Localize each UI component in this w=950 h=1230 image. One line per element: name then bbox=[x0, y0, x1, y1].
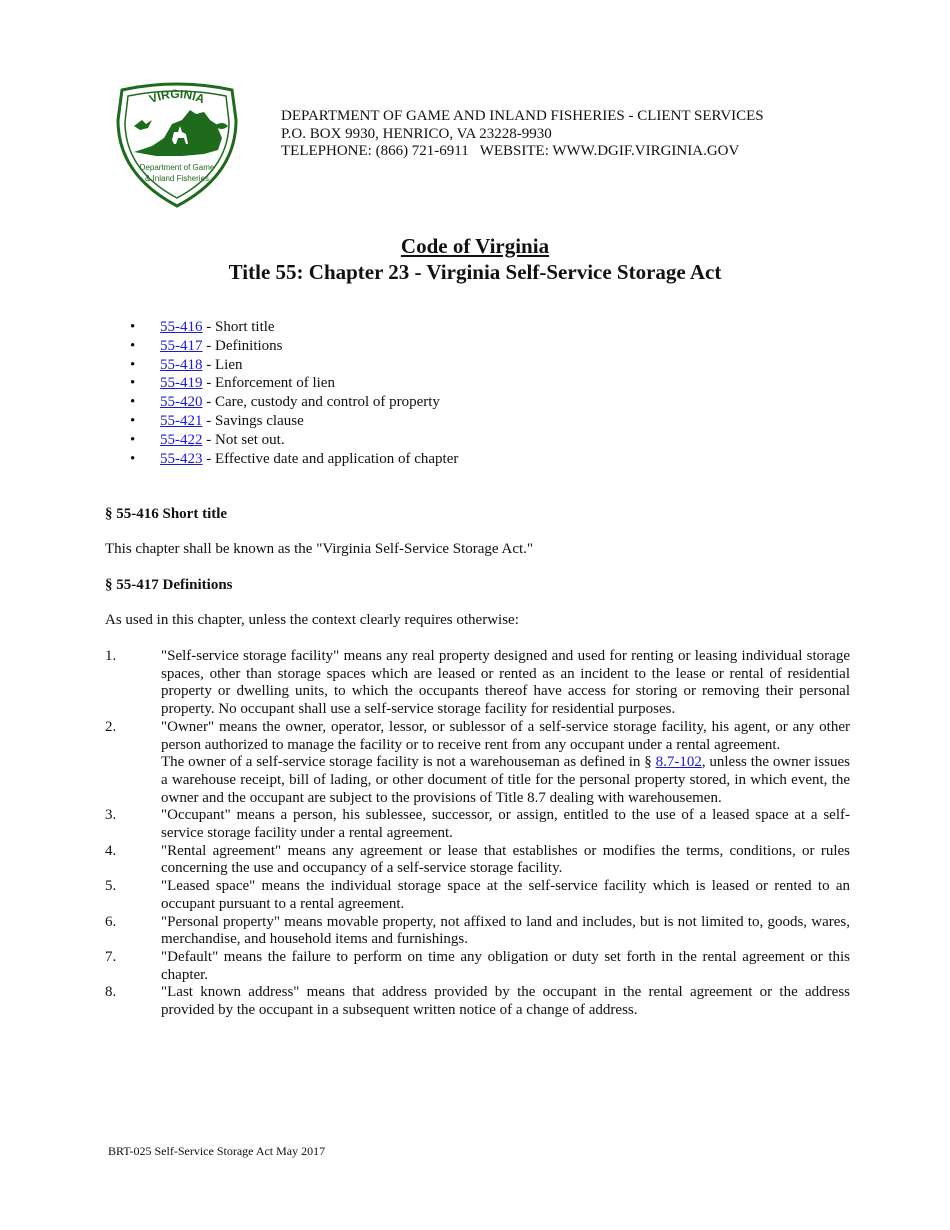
definition-item: 3. "Occupant" means a person, his sublessee, successor, or assign, entitled to the use of a leased space at a self-service storage facility under a rental agreement. bbox=[105, 807, 850, 842]
toc-link-55-421[interactable]: 55-421 bbox=[160, 412, 203, 429]
section-list bbox=[130, 318, 458, 468]
toc-item: • 55-420 - Care, custody and control of property bbox=[130, 394, 440, 411]
definitions-list bbox=[105, 648, 850, 1020]
section-intro-55-417: As used in this chapter, unless the context clearly requires otherwise: bbox=[105, 612, 519, 628]
logo-bottom-line1: Department of Game bbox=[139, 163, 215, 172]
toc-link-55-423[interactable]: 55-423 bbox=[160, 450, 203, 467]
page-footer: BRT-025 Self-Service Storage Act May 2017 bbox=[108, 1144, 326, 1158]
definition-item: 1. "Self-service storage facility" means any real property designed and used for renting or leasing individual storage spaces, other than storage spaces which are leased or rented as an incident to the lease or rental of residential property or dwelling units, to which the occupants thereof have access for storing or removing their personal property. No occupant shall use a self-service storage facility for residential purposes. bbox=[105, 648, 850, 718]
header-line-3: TELEPHONE: (866) 721-6911 WEBSITE: WWW.DGIF.VIRGINIA.GOV bbox=[281, 143, 740, 159]
section-heading-55-416: § 55-416 Short title bbox=[105, 506, 228, 522]
toc-link-55-419[interactable]: 55-419 bbox=[160, 375, 203, 392]
header-line-1: DEPARTMENT OF GAME AND INLAND FISHERIES - CLIENT SERVICES bbox=[281, 108, 764, 124]
definition-item: 2. "Owner" means the owner, operator, lessor, or sublessor of a self-service storage facility, his agent, or any other person authorized to manage the facility or to receive rent from any occupant under a rental agreement. The owner of a self-service storage facility is not a warehouseman as defined in § 8.7-102, unless the owner issues a warehouse receipt, bill of lading, or other document of title for the personal property stored, in which event, the owner and the occupant are subject to the provisions of Title 8.7 dealing with warehousemen. bbox=[105, 718, 850, 806]
toc-item: • 55-416 - Short title bbox=[130, 319, 275, 335]
agency-header bbox=[281, 108, 764, 161]
section-text-55-416: This chapter shall be known as the "Virginia Self-Service Storage Act." bbox=[105, 541, 534, 557]
toc-item: • 55-419 - Enforcement of lien bbox=[130, 375, 335, 392]
definition-item: 6. "Personal property" means movable property, not affixed to land and includes, but is not limited to, goods, wares, merchandise, and household items and furnishings. bbox=[105, 913, 850, 948]
logo-top-text: VIRGINIA bbox=[147, 86, 207, 107]
title-line-1: Code of Virginia bbox=[400, 234, 550, 258]
document-title bbox=[0, 233, 950, 285]
section-heading-55-417: § 55-417 Definitions bbox=[105, 577, 233, 593]
toc-link-55-418[interactable]: 55-418 bbox=[160, 356, 203, 373]
logo-bottom-line2: & Inland Fisheries bbox=[144, 174, 210, 183]
definition-item: 5. "Leased space" means the individual storage space at the self-service facility which is leased or rented to an occupant pursuant to a rental agreement. bbox=[105, 878, 850, 912]
title-line-2: Title 55: Chapter 23 - Virginia Self-Service Storage Act bbox=[228, 260, 722, 284]
link-8-7-102[interactable]: 8.7-102 bbox=[655, 754, 702, 771]
toc-item: • 55-423 - Effective date and application of chapter bbox=[130, 450, 459, 467]
toc-link-55-420[interactable]: 55-420 bbox=[160, 394, 203, 411]
toc-link-55-417[interactable]: 55-417 bbox=[160, 337, 203, 354]
definition-item: 4. "Rental agreement" means any agreement or lease that establishes or modifies the terms, conditions, or rules concerning the use and occupancy of a self-service storage facility. bbox=[105, 842, 850, 877]
toc-item: • 55-418 - Lien bbox=[130, 356, 243, 373]
definition-item: 8. "Last known address" means that address provided by the occupant in the rental agreement or the address provided by the occupant in a subsequent written notice of a change of address. bbox=[105, 984, 850, 1019]
virginia-seal-icon bbox=[112, 80, 242, 210]
toc-link-55-416[interactable]: 55-416 bbox=[160, 319, 203, 335]
toc-link-55-422[interactable]: 55-422 bbox=[160, 431, 203, 448]
toc-item: • 55-422 - Not set out. bbox=[130, 431, 285, 448]
toc-item: • 55-417 - Definitions bbox=[130, 337, 283, 354]
dgif-logo bbox=[112, 80, 242, 210]
header-line-2: P.O. BOX 9930, HENRICO, VA 23228-9930 bbox=[281, 125, 552, 142]
definition-item: 7. "Default" means the failure to perform on time any obligation or duty set forth in the rental agreement or this chapter. bbox=[105, 948, 850, 983]
toc-item: • 55-421 - Savings clause bbox=[130, 412, 304, 429]
